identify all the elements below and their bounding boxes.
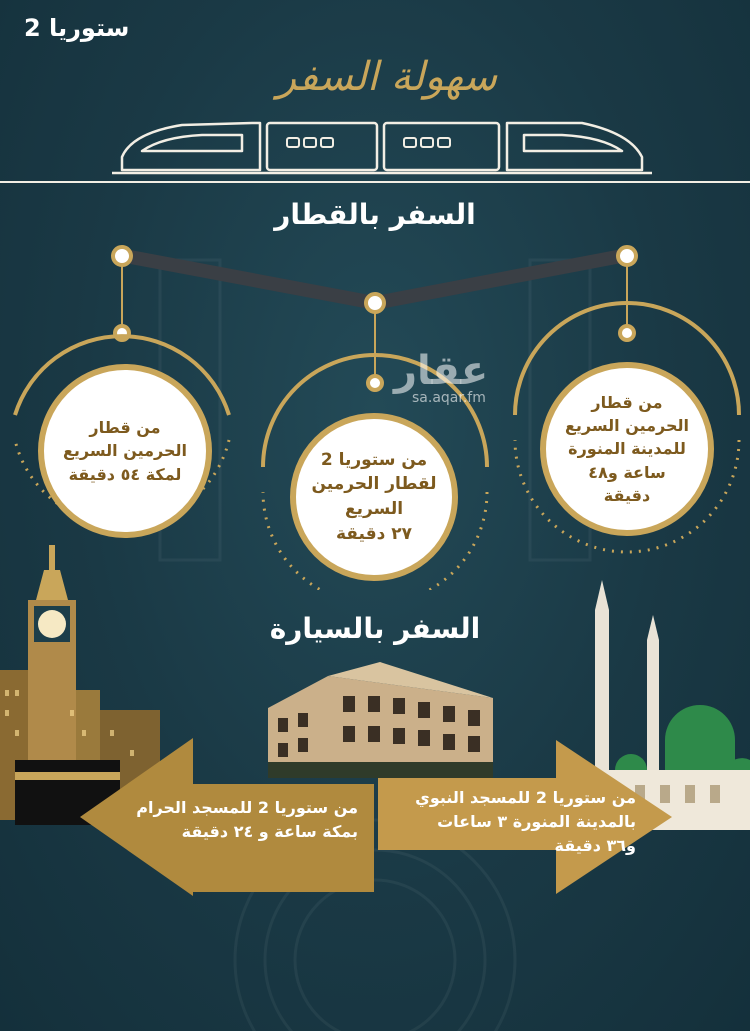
svg-text:سهولة السفر: سهولة السفر — [276, 54, 498, 100]
circle-medina-text: من قطار الحرمين السريع للمدينة المنورة ساعة و٤٨ دقيقة — [564, 393, 690, 505]
train-travel-heading: السفر بالقطار — [274, 198, 476, 231]
mecca-car-time: من ستوريا 2 للمسجد الحرام بمكة ساعة و ٢٤ دقيقة — [136, 798, 358, 841]
watermark-url: sa.aqar.fm — [412, 390, 486, 406]
circle-storia-train — [290, 413, 458, 581]
divider-line — [0, 181, 750, 183]
script-title-logo — [262, 40, 512, 110]
circle-mecca-train — [38, 364, 212, 538]
circle-mecca-text: من قطار الحرمين السريع لمكة ٥٤ دقيقة — [62, 418, 188, 484]
circle-storia-text: من ستوريا 2 لقطار الحرمين السريع ٢٧ دقيقة — [311, 449, 437, 544]
circle-medina-train — [540, 362, 714, 536]
train-icon — [112, 115, 652, 177]
brand-logo: ستوريا 2 — [24, 14, 130, 42]
watermark-logo: عقار — [394, 348, 489, 394]
medina-car-time: من ستوريا 2 للمسجد النبوي بالمدينة المنورة ٣ ساعات و٣٦ دقيقة — [415, 788, 636, 855]
car-travel-heading: السفر بالسيارة — [269, 612, 481, 645]
